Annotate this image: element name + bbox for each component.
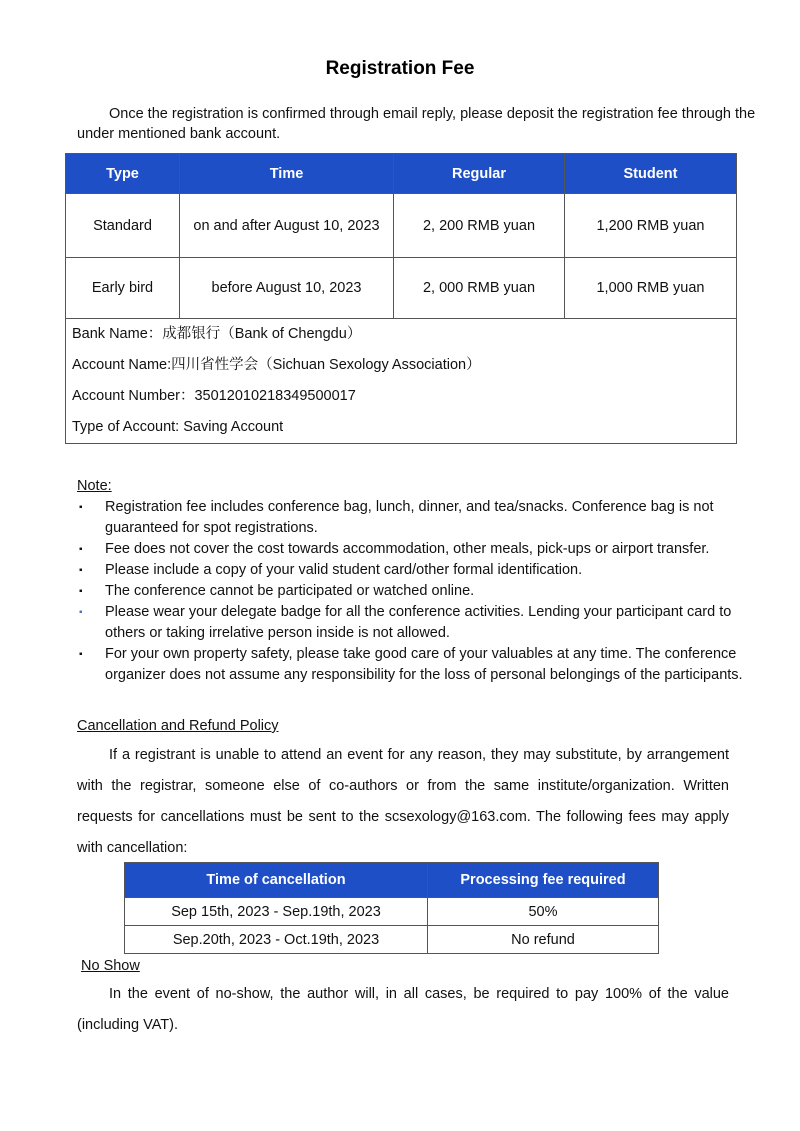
fee-cell-student: 1,200 RMB yuan — [565, 194, 737, 258]
fee-cell-type: Standard — [66, 194, 180, 258]
no-show-paragraph: In the event of no-show, the author will, in all cases, be required to pay 100% of the value (including VAT). — [77, 986, 729, 1033]
fee-header-time: Time — [180, 154, 394, 194]
cancellation-header-row — [125, 863, 659, 898]
fee-cell-time: on and after August 10, 2023 — [180, 194, 394, 258]
account-name: Account Name:四川省性学会（Sichuan Sexology Association） — [72, 357, 481, 373]
list-item — [77, 560, 757, 581]
cancellation-paragraph: If a registrant is unable to attend an event for any reason, they may substitute, by arrangement with the registrar, someone else of co-authors or from the same institute/organization. Written requests for cancellations must be sent to the scsexology@163.com. The following fees may apply with cancellation: — [77, 747, 729, 856]
cancel-cell-fee: 50% — [428, 898, 659, 926]
fee-table — [65, 153, 737, 444]
fee-table-header-row — [66, 154, 737, 194]
bullet-icon: ▪ — [79, 544, 83, 555]
list-item — [77, 539, 757, 560]
list-item — [77, 644, 757, 686]
notes-list — [77, 497, 757, 686]
cancel-cell-period: Sep 15th, 2023 - Sep.19th, 2023 — [125, 898, 428, 926]
cancel-cell-period: Sep.20th, 2023 - Oct.19th, 2023 — [125, 926, 428, 954]
bullet-icon: ▪ — [79, 607, 83, 618]
intro-paragraph: Once the registration is confirmed through email reply, please deposit the registration fee through the under mentioned bank account. — [77, 106, 756, 142]
list-item — [77, 497, 757, 539]
bank-info-row — [66, 319, 737, 444]
note-text: Please include a copy of your valid student card/other formal identification. — [105, 562, 583, 578]
fee-header-student: Student — [565, 154, 737, 194]
note-text: Registration fee includes conference bag, lunch, dinner, and tea/snacks. Conference bag is not guaranteed for spot registrations. — [105, 499, 714, 536]
cancellation-heading: Cancellation and Refund Policy — [77, 718, 279, 734]
fee-cell-student: 1,000 RMB yuan — [565, 258, 737, 319]
cancellation-table — [124, 862, 659, 954]
fee-header-regular: Regular — [394, 154, 565, 194]
note-text: Fee does not cover the cost towards accommodation, other meals, pick-ups or airport transfer. — [105, 541, 710, 557]
bullet-icon: ▪ — [79, 502, 83, 513]
page-title: Registration Fee — [325, 58, 475, 79]
bullet-icon: ▪ — [79, 565, 83, 576]
table-row — [125, 926, 659, 954]
table-row — [125, 898, 659, 926]
note-text: The conference cannot be participated or watched online. — [105, 583, 475, 599]
bank-name: Bank Name：成都银行（Bank of Chengdu） — [72, 326, 362, 342]
note-text: Please wear your delegate badge for all the conference activities. Lending your participant card to others or taking irrelative person inside is not allowed. — [105, 604, 732, 641]
bullet-icon: ▪ — [79, 649, 83, 660]
bullet-icon: ▪ — [79, 586, 83, 597]
table-row — [66, 258, 737, 319]
account-type: Type of Account: Saving Account — [72, 419, 284, 435]
fee-cell-regular: 2, 200 RMB yuan — [394, 194, 565, 258]
note-heading: Note: — [77, 478, 112, 494]
list-item — [77, 581, 757, 602]
list-item — [77, 602, 757, 644]
fee-cell-regular: 2, 000 RMB yuan — [394, 258, 565, 319]
cancel-header-fee: Processing fee required — [428, 863, 659, 898]
fee-header-type: Type — [66, 154, 180, 194]
note-text: For your own property safety, please take good care of your valuables at any time. The conference organizer does not assume any responsibility for the loss of personal belongings of the participants. — [105, 646, 743, 683]
fee-cell-time: before August 10, 2023 — [180, 258, 394, 319]
no-show-heading: No Show — [81, 958, 140, 974]
cancel-cell-fee: No refund — [428, 926, 659, 954]
cancel-header-time: Time of cancellation — [125, 863, 428, 898]
table-row — [66, 194, 737, 258]
fee-cell-type: Early bird — [66, 258, 180, 319]
account-number: Account Number：35012010218349500017 — [72, 388, 356, 404]
bank-info-cell — [66, 319, 737, 444]
